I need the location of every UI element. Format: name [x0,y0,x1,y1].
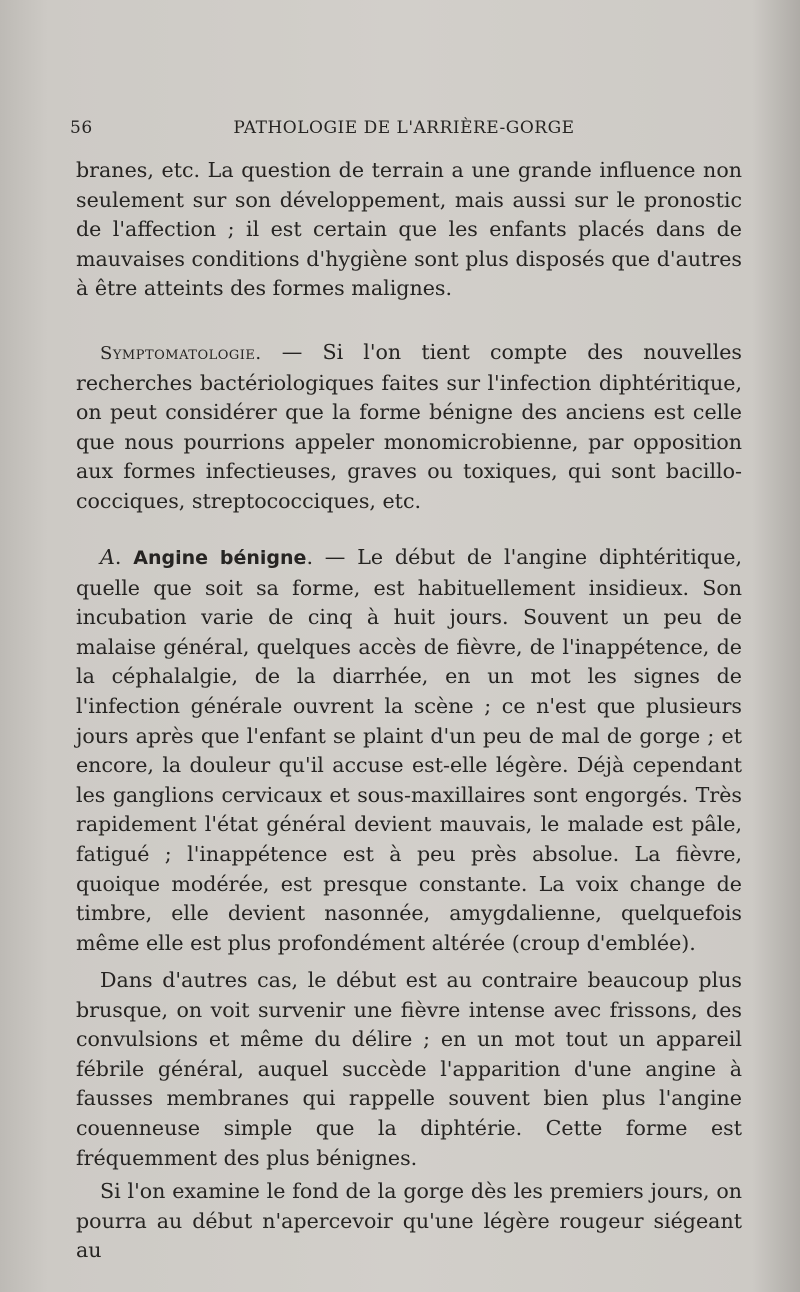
paragraph-symptomatologie-body: — Si l'on tient compte des nouvelles recherches bactériologiques faites sur l'infection diphtéritique, on peut considérer que la forme bénigne des anciens est celle que nous pourrions appeler monomicrobienne, par opposition aux formes infectieuses, graves ou toxiques, qui sont bacillo-cocciques, streptococciques, etc. [76,340,742,513]
paragraph-angine-benigne: A. Angine bénigne. — Le début de l'angine diphtéritique, quelle que soit sa forme, est habituellement insidieux. Son incubation varie de cinq à huit jours. Souvent un peu de malaise général, quelques accès de fièvre, de l'inappétence, de la céphalalgie, de la diarrhée, en un mot les signes de l'infection générale ouvrent la scène ; ce n'est que plusieurs jours après que l'enfant se plaint d'un peu de mal de gorge ; et encore, la douleur qu'il accuse est-elle légère. Déjà cependant les ganglions cervicaux et sous-maxillaires sont engorgés. Très rapidement l'état général devient mauvais, le malade est pâle, fatigué ; l'inappétence est à peu près absolue. La fièvre, quoique modérée, est presque constante. La voix change de timbre, elle devient nasonnée, amygdalienne, quelquefois même elle est plus profondément altérée (croup d'emblée). [76,545,742,955]
paragraph-angine-benigne-body: . — Le début de l'angine diphtéritique, quelle que soit sa forme, est habituellement insidieux. Son incubation varie de cinq à huit jours. Souvent un peu de malaise général, quelques accès de fièvre, de l'inappétence, de la céphalalgie, de la diarrhée, en un mot les signes de l'infection générale ouvrent la scène ; ce n'est que plusieurs jours après que l'enfant se plaint d'un peu de mal de gorge ; et encore, la douleur qu'il accuse est-elle légère. Déjà cependant les ganglions cervicaux et sous-maxillaires sont engorgés. Très rapidement l'état général devient mauvais, le malade est pâle, fatigué ; l'inappétence est à peu près absolue. La fièvre, quoique modérée, est presque constante. La voix change de timbre, elle devient nasonnée, amygdalienne, quelquefois même elle est plus profondément altérée (croup d'emblée). [76,545,742,955]
paragraph-terrain: branes, etc. La question de terrain a une grande influence non seulement sur son développement, mais aussi sur le pronostic de l'affection ; il est certain que les enfants placés dans de mauvaises conditions d'hygiène sont plus disposés que d'autres à être atteints des formes malignes. [76,158,742,301]
page-number: 56 [70,118,93,138]
running-title: PATHOLOGIE DE L'ARRIÈRE-GORGE [233,118,575,138]
section-letter: A [100,545,115,569]
section-heading-angine-benigne: Angine bénigne [133,547,307,569]
paragraph-symptomatologie [76,338,742,517]
paragraph-fond-gorge: Si l'on examine le fond de la gorge dès les premiers jours, on pourra au début n'apercevoir qu'une légère rougeur siégeant au [76,1179,742,1263]
paragraph-debut-brusque: Dans d'autres cas, le début est au contraire beaucoup plus brusque, on voit survenir une fièvre intense avec frissons, des convulsions et même du délire ; en un mot tout un appareil fébrile général, auquel succède l'apparition d'une angine à fausses membranes qui rappelle souvent bien plus l'angine couenneuse simple que la diphtérie. Cette forme est fréquemment des plus bénignes. [76,968,742,1170]
running-header [70,118,738,144]
section-heading-symptomatologie: Symptomatologie. [100,343,262,364]
